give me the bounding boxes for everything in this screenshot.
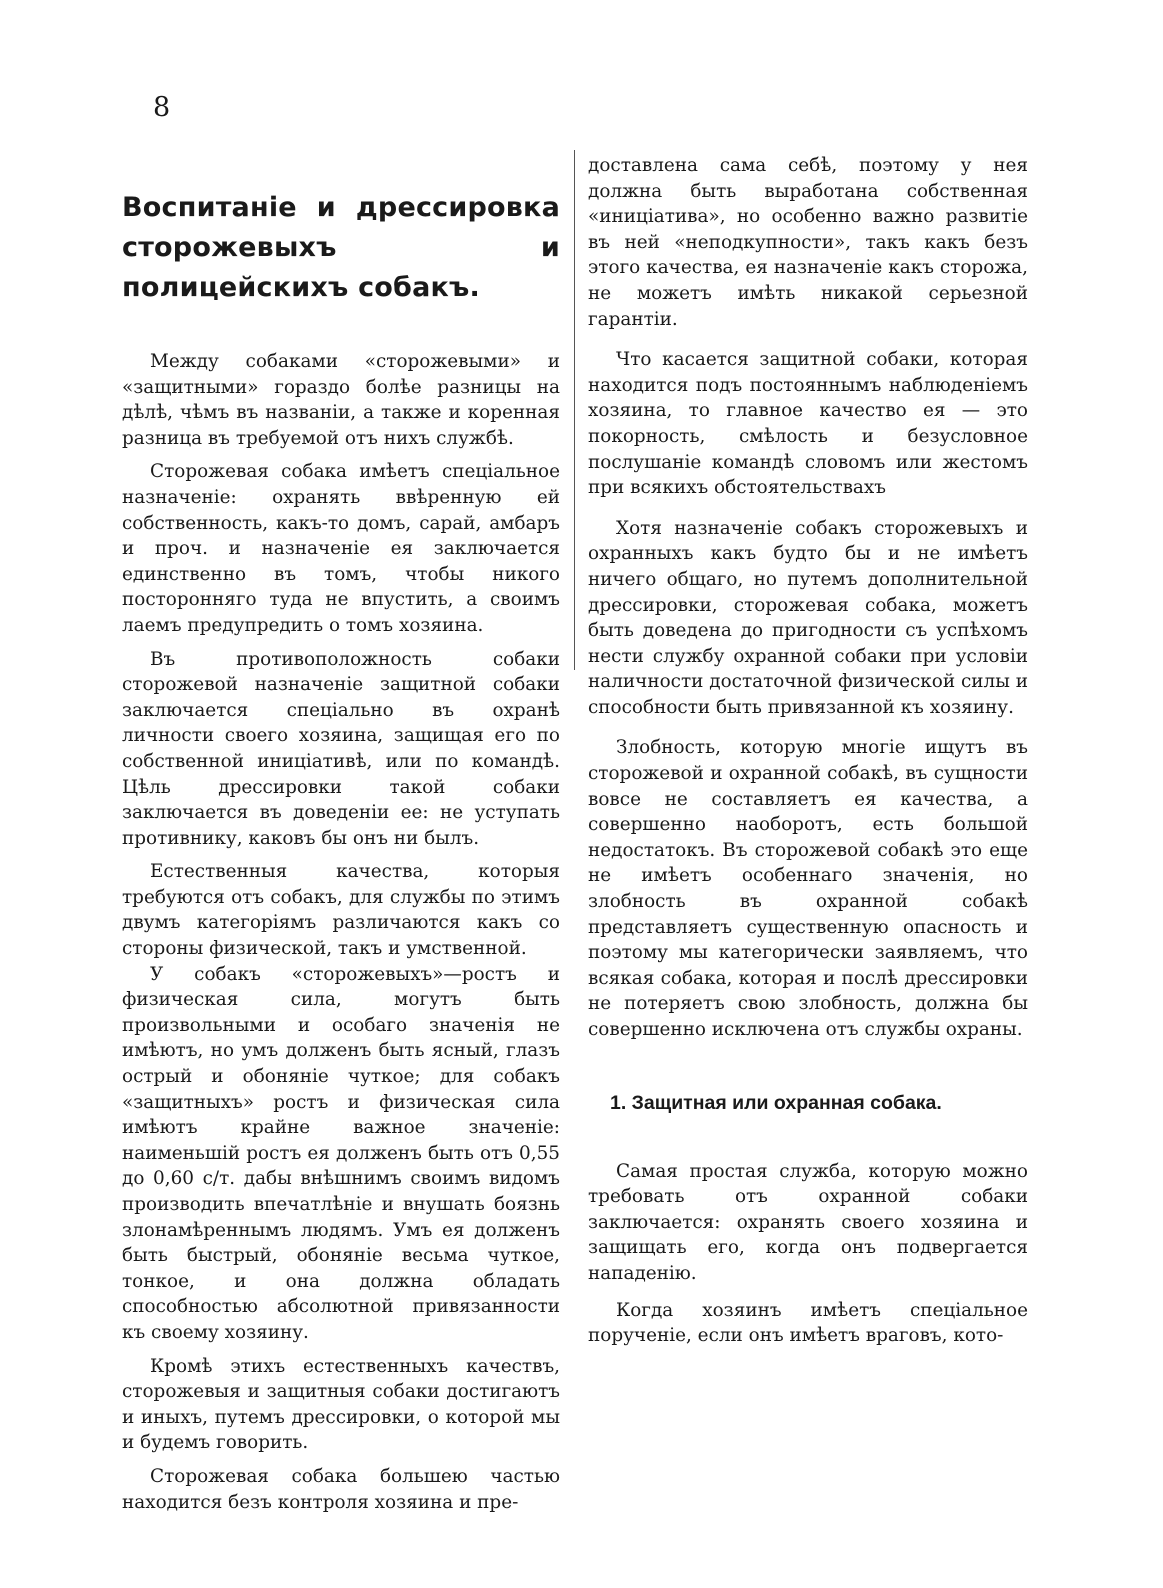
paragraph: Естественныя качества, которыя требуются отъ собакъ, для службы по этимъ двумъ категоріямъ различаются какъ со стороны физической, такъ и умственной.	[122, 861, 560, 960]
left-column	[122, 150, 560, 1515]
paragraph: Когда хозяинъ имѣетъ спеціальное порученіе, если онъ имѣетъ враговъ, кото-	[588, 1299, 1028, 1347]
paragraph: Что касается защитной собаки, которая находится подъ постояннымъ наблюденіемъ хозяина, то главное качество ея — это покорность, смѣлость и безусловное послушаніе командѣ словомъ или жестомъ при всякихъ обстоятельствахъ	[588, 349, 1028, 499]
paragraph: Хотя назначеніе собакъ сторожевыхъ и охранныхъ какъ будто бы и не имѣетъ ничего общаго, но путемъ дополнительной дрессировки, сторожевая собака, можетъ быть доведена до пригодности съ успѣхомъ нести службу охранной собаки при условіи наличности достаточной физической силы и способности быть привязанной къ хозяину.	[588, 517, 1028, 718]
paragraph: Сторожевая собака большею частью находится безъ контроля хозяина и пре-	[122, 1465, 560, 1513]
right-column	[588, 153, 1028, 1349]
paragraph: Кромѣ этихъ естественныхъ качествъ, сторожевыя и защитныя собаки достигаютъ и иныхъ, путемъ дрессировки, о которой мы и будемъ говорить.	[122, 1355, 560, 1454]
paragraph: Сторожевая собака имѣетъ спеціальное назначеніе: охранять ввѣренную ей собственность, какъ-то домъ, сарай, амбаръ и проч. и назначеніе ея заключается единственно въ томъ, чтобы никого посторонняго туда не впустить, а своимъ лаемъ предупредить о томъ хозяина.	[122, 461, 560, 636]
column-divider	[574, 150, 575, 670]
paragraph: Въ противоположность собаки сторожевой назначеніе защитной собаки заключается спеціально въ охранѣ личности своего хозяина, защищая его по собственной иниціативѣ, или по командѣ. Цѣль дрессировки такой собаки заключается въ доведеніи ее: не уступать противнику, каковъ бы онъ ни былъ.	[122, 648, 560, 849]
section-heading: 1. Защитная или охранная собака.	[610, 1091, 942, 1114]
paragraph: доставлена сама себѣ, поэтому у нея должна быть выработана собственная «иниціатива», но особенно важно развитіе въ ней «неподкупности», такъ какъ безъ этого качества, ея назначеніе какъ сторожа, не можетъ имѣть никакой серьезной гарантіи.	[588, 155, 1028, 330]
paragraph: У собакъ «сторожевыхъ»—ростъ и физическая сила, могутъ быть произвольными и особаго значенія не имѣютъ, но умъ долженъ быть ясный, глазъ острый и обоняніе чуткое; для собакъ «защитныхъ» ростъ и физическая сила имѣютъ крайне важное значеніе: наименьшій ростъ ея долженъ быть отъ 0,55 до 0,60 с/т. дабы внѣшнимъ своимъ видомъ производить впечатлѣніе и внушать боязнь злонамѣреннымъ людямъ. Умъ ея долженъ быть быстрый, обоняніе весьма чуткое, тонкое, и она должна обладать способностью абсолютной привязанности къ своему хозяину.	[122, 963, 560, 1343]
paragraph: Злобность, которую многіе ищутъ въ сторожевой и охранной собакѣ, въ сущности вовсе не составляетъ ея качества, а совершенно наоборотъ, есть большой недостатокъ. Въ сторожевой собакѣ это еще не имѣетъ особеннаго значенія, но злобность въ охранной собакѣ представляетъ существенную опасность и поэтому мы категорически заявляемъ, что всякая собака, которая и послѣ дрессировки не потеряетъ свою злобность, должна бы совершенно исключена отъ службы охраны.	[588, 737, 1028, 1040]
article-title: Воспитаніе и дрессировка сторожевыхъ и полицейскихъ собакъ.	[122, 192, 560, 303]
paragraph: Между собаками «сторожевыми» и «защитными» гораздо болѣе разницы на дѣлѣ, чѣмъ въ названіи, а также и коренная разница въ требуемой отъ нихъ службѣ.	[122, 351, 560, 449]
page-number: 8	[153, 92, 171, 123]
paragraph: Самая простая служба, которую можно требовать отъ охранной собаки заключается: охранять своего хозяина и защищать его, когда онъ подвергается нападенію.	[588, 1160, 1028, 1284]
